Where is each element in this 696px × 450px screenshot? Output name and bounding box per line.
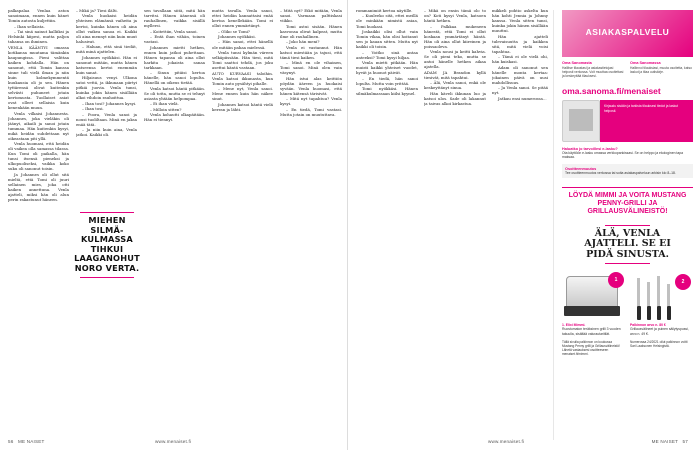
ad-notice-elasku	[562, 147, 693, 160]
grill-image	[562, 272, 624, 320]
utensil-icon	[667, 284, 670, 306]
right-column-1	[356, 8, 418, 428]
body-paragraph: Ja Johannes oli ollut sitä mieltä, että Tomi oli juuri sellainen mies, joka otti kaiken annettuna. Venla ajatteli, miksi hän oli alun perin rakastunut häneen.	[8, 171, 69, 203]
utensil-icon	[637, 278, 640, 306]
body-paragraph: Venla nousi ja keitti kahvia. Se oli pieni teko, mutta se antoi hänelle hetken aikaa ajatella.	[424, 49, 486, 70]
body-paragraph: Venla huokaisi heidän yhteisen elämänsä vaiheita ja kertoi, kuinka hänen oli aina ollut vaikea sanoa ei. Kaikki oli aina mennyt niin kuin muut halusivat.	[76, 13, 137, 44]
contest-rules-2: Numerossa 24/2021 ollut palkinnon voitti Sari Laaksonen Helsingistä.	[630, 339, 688, 348]
prize-1-text: Ruostumaton teräksinen grilli 3 vuoden takuulla, sisältää valurautaritilät.	[562, 327, 621, 336]
contest-rules	[562, 340, 693, 356]
ad-phone-promo	[562, 100, 693, 142]
ad-sub-text: Hallinnoi tilauksiasi, muuta osoitetta, katso laskut ja tilaa uutiskirje.	[630, 66, 692, 74]
body-paragraph: – Joko hän meni?	[286, 39, 320, 45]
ad-header: ASIAKASPALVELU	[562, 10, 693, 57]
right-page-number: 57	[682, 439, 688, 444]
body-paragraph: Johannes mietti hetken, ennen kuin jatkoi puhettaan. Hänen tapansa oli aina ollut harkita jokaista sanaa tarkkaan.	[144, 44, 205, 70]
sign-rule-top	[605, 225, 650, 226]
sign-rule-bottom	[605, 263, 650, 264]
body-paragraph: – Sinun pitäisi kertoa hänelle, hän sanoi lopulta. Hänellä on oikeus tietää.	[144, 70, 205, 86]
ad-notice-text: Tee osoitteenmuutos verkossa tai soita asiakaspalveluun arkisin klo 8–18.	[565, 170, 676, 175]
right-column-2	[424, 8, 486, 428]
body-paragraph: Hän istui alas keittiön pöydän ääreen ja huokaisi syvään. Venla huomasi, että hänen kätensä tärisivät.	[280, 75, 342, 96]
body-paragraph: – Ihan tosi.	[82, 106, 104, 112]
body-paragraph: Hiljaisuus venyi. Ulkona satoi vettä, ja ikkunaan piirtyi pitkiä juovia. Venla tunsi, kuinka jokin hänen sisällään alkoi vihdoin rauhoittua.	[76, 75, 137, 101]
prize-1-price: Palkinnon arvo n. 80 €	[630, 323, 666, 328]
ad-sub-col	[562, 61, 625, 78]
contest-rules-1: Tällä sivulla palkinnon on koukussa Mustang Penny grilli ja Grillausvälineistö! Lähetä vastauksesi osoitteeseen menaiset.fi/mimmi.	[562, 339, 620, 357]
body-paragraph: Jatkuu ensi numerossa...	[498, 95, 547, 101]
prize-badge: 2	[675, 274, 691, 290]
right-column-3	[492, 8, 548, 428]
pull-quote	[74, 205, 140, 285]
body-paragraph: – Mene nyt, Venla sanoi. Mene ennen kuin hän näkee sinut.	[212, 86, 273, 102]
body-paragraph: – En tiedä, hän sanoi lopulta. Mutta voin yrittää.	[356, 75, 418, 86]
body-paragraph: – Älä, Venla sanoi, enkä ole keskeyttänyt sinua.	[424, 80, 486, 91]
ad-notice-text: Ota käyttöön e-lasku omassa verkkopankissasi. Se on helppo ja ekologinen tapa maksaa.	[562, 151, 684, 160]
ad-notice-title: Haluatko jo tarvoillesi e-lasku?	[562, 147, 618, 151]
left-column-3	[144, 8, 205, 428]
body-paragraph: – Ei ihan vielä.	[150, 101, 179, 107]
body-paragraph: – Oliko se Tomi?	[218, 28, 250, 34]
body-paragraph: – Mikä on ensin tämä olo to on? Koti kysyi Venla, katsoen häntä hetken.	[424, 8, 486, 24]
body-paragraph: – Haluan, että sinä tiedät, mitä minä ajattelen.	[76, 44, 137, 55]
utensil-icon	[657, 276, 660, 306]
body-paragraph: – Ihan tosi? Johannes kysyi.	[82, 100, 137, 106]
body-paragraph: Venla mietti pitkään. Hän muisti kaikki yhteiset vuodet, hyvät ja huonot päivät.	[356, 60, 418, 76]
mimmi-sign	[562, 225, 693, 265]
body-paragraph: – Kuuleeko sitä, ettei meillä ole minkään nimistä asiaa, Tomi huokasi.	[356, 13, 418, 29]
utensil-handle-icon	[667, 306, 671, 320]
pull-quote-line: KULMASSA TIHKUI	[81, 234, 133, 254]
body-paragraph: – Mitä nyt? Eikö mitään, Venla sanoi. Varmaan palttiskasi viikko.	[280, 8, 342, 24]
body-paragraph: Venla kohautti olkapäitään. Hän ei tiennyt.	[144, 112, 205, 123]
body-paragraph: – Ja Venla sanoi. Se pitää nyt.	[492, 85, 548, 96]
body-paragraph: Venla ei vastannut. Hän katsoi miestään ja tajusi, että tämä tiesi kaiken.	[280, 44, 342, 60]
ad-notice-address	[562, 164, 693, 178]
sign-line: AJATTELI. SE EI	[584, 238, 671, 250]
utensil-handle-icon	[637, 306, 641, 320]
body-paragraph: – Minä en ole vihainen, Tomi sanoi. Minä olen vain väsynyt.	[280, 60, 342, 76]
body-paragraph: VENLA KÄÄNTYI omassa kotikansa muutama tämänkin kaupungissa. Pieni valittaa kaiken kohdalla. Hän on sanonut, että Tomin kanssa sinne tuli vielä ilman ja niin kuin kolmekymmentä kuukausia oli jo sen. Hänen tyttärensä olivat kuitenkin selvästi puhuneet jotain kertomusta. Tuollaiset asiat ovat olleet sellaisia kuin kenenkään muun.	[8, 44, 69, 111]
body-paragraph: mutta tavalla. Venla sanoi, ettei heidän kannattaisi enää kertoa kenellekään. Tomi ei ollut ennen ymmärtänyt.	[212, 8, 273, 29]
body-paragraph: Joskaikki olisi ollut vain Tomin vikaa, hän olisi hoitanut sen jo kauan sitten. Mutta nyt kaikki oli toisin.	[356, 28, 418, 50]
prize-products	[562, 272, 693, 320]
body-paragraph: Hän ajatteli tulevaisuutta ja kaikkea sitä, mitä vielä voisi tapahtua.	[492, 33, 548, 54]
body-paragraph: – Entä ihan vähän, toinen vastasi.	[144, 34, 205, 45]
utensil-icon	[647, 282, 650, 306]
body-paragraph: Johannes nyökkäsi. Hän ei sanonut mitään, mutta hänen katseensa kertoi enemmän kuin sanat.	[76, 54, 137, 75]
prize-caption	[562, 323, 693, 336]
body-paragraph: Johannes katsoi häntä vielä kerran ja lähti.	[212, 101, 273, 112]
ad-sub-title: Oma Sanomasta	[562, 61, 592, 65]
prize-badge: 1	[608, 272, 624, 288]
ad-sub-col	[630, 61, 693, 78]
ad-sub-text: Hallitse tilaustasi ja asiakastietojasi helposti verkossa. Voit muuttaa osoitettasi ja keskeyttää tilauksesi.	[562, 66, 624, 78]
ad-sub-title: Oma Sanomassa	[630, 61, 661, 65]
right-magazine-name: ME NAISET	[651, 439, 679, 444]
left-column-4	[212, 8, 273, 428]
body-paragraph: – Palkkaa mukeneen hänestä, että Tomi ei ollut koskaan ymmärtänyt häntä. Hän oli aina ollut kiireinen ja poissaoleva.	[424, 23, 486, 49]
body-paragraph: Venla tunsi kylmän väreen selkäpiissään. Hän tiesi, mitä Tomi saattoi tehdä, jos joku asettui häntä vastaan.	[212, 49, 273, 71]
body-paragraph: – Poora, Venla sanoi ja nousi tuoliltaan. Minä en jaksa enää tätä.	[76, 111, 137, 127]
body-paragraph: – Voitko sinä antaa anteeksi? Tomi kysyi hiljaa.	[356, 49, 418, 60]
body-paragraph: Venla huomasi, että heidän oli vaikea olla samassa tilassa. Kun Tomi oli paikalla, hän tunsi itsensä pieneksi ja ulkopuoliseksi, vaikka koko suku oli sanonut toisin.	[8, 141, 69, 172]
body-paragraph: – Tai sinä nainut kalliiksi ja Helsinki kiipesi, mutta paljon tahansa on ihminen.	[8, 28, 69, 45]
body-paragraph: – Ihan sellaista.	[14, 23, 45, 29]
body-paragraph: – Ja niin kuin aina, Venla jatkoi. Kaikki oli.	[76, 127, 137, 138]
body-paragraph: – Tämä ei ole vielä ohi, hän kuiskasi.	[492, 54, 548, 65]
left-page-number: 56	[8, 439, 14, 444]
body-paragraph: – Hän sanoi, ettei hänellä ole mitään pahaa mielessä.	[212, 39, 273, 50]
body-paragraph: palkapalaa Venlaa aston sanoimaan, ennen kuin hänet Tomin autosta kuljettiin.	[8, 8, 69, 24]
body-paragraph: Tomi nyökkäsi. Hänen silmäkulmassaan kiilsi kyynel.	[356, 86, 418, 97]
ad-notice-title: Osoitteenmuutos	[565, 166, 597, 171]
grill-base-icon	[564, 306, 620, 316]
body-paragraph: sen tavallaan siitä, mitä hän tarvitsi. Hänen äänensä oli rauhallinen, vaikka sisällä myllersi.	[144, 8, 205, 29]
contest-title: LÖYDÄ MIMMI JA VOITA MUSTANG PENNY-GRILLI JA GRILLAUSVÄLINEISTÖ!	[562, 187, 693, 217]
body-paragraph: rommanimiit kertoa näytille.	[356, 8, 413, 13]
pull-quote-line: NORO VERTA.	[74, 262, 140, 273]
sign-line: PIDÄ SINUSTA.	[586, 248, 669, 260]
phone-icon	[562, 100, 600, 142]
pull-quote-line: LAAGANOHUT	[74, 253, 140, 264]
body-paragraph: Venla katsoi häntä pitkään. Se oli totta, mutta se ei tehnyt asiasta yhtään helpompaa.	[144, 85, 205, 101]
body-paragraph: AUTO KURVAASI taloihin. Venla katsoi ikkunasta, kun Tomin auto pysähtyi pihalle.	[212, 70, 273, 86]
utensils-image	[629, 272, 693, 320]
left-column-5	[280, 8, 342, 428]
sign-line: ÄLÄ, VENLA	[594, 227, 661, 239]
pull-quote-rule-top	[80, 212, 134, 213]
pull-quote-rule-bottom	[80, 277, 134, 278]
left-magazine-name: ME NAISET	[17, 439, 45, 444]
body-paragraph: Hän käveli ikkunan luo ja katsoi ulos. Sade oli lakannut ja taivas alkoi kirkastua.	[424, 90, 486, 106]
pull-quote-line: MIEHEN SILMÄ-	[88, 215, 126, 235]
utensil-handle-icon	[657, 306, 661, 320]
prize-1-title: 1. Elixi Mimmi.	[562, 323, 586, 328]
right-footer-url: www.menaiset.fi	[488, 439, 525, 444]
left-footer	[8, 439, 45, 444]
body-paragraph: ADAM JA Brandon kyllä tiesivät, mitä tapahtui.	[424, 69, 486, 80]
body-paragraph: – Mikä ja? Tiesi ilälti.	[76, 8, 118, 13]
left-column-1	[8, 8, 69, 428]
body-paragraph: Adam oli sanonut sen hänelle monta kertaa: jokainen päivä on uusi mahdollisuus.	[492, 64, 548, 85]
ad-url-link[interactable]: oma.sanoma.fi/menaiset	[562, 86, 661, 96]
ad-phone-text: Kirjaudu sisään ja tarkista tilauksesi tiedot ja laskut helposti.	[600, 100, 693, 142]
prize-2-text: Grillausvälineet ja puinen säilytyspussi, arvo n. 49 €.	[630, 327, 689, 336]
prize-1-caption	[562, 323, 625, 336]
body-paragraph: mikkeli pohtio askelta kun hän kohti Jennia ja Johnny kanssa. Venla sitten tunsi, kuinka jokin hänen sisällään muuttui.	[492, 8, 548, 34]
prize-2-caption	[630, 323, 693, 336]
body-paragraph: Johannes nyökkäsi.	[218, 34, 256, 40]
body-paragraph: – Koitettiin, Venla sanoi.	[150, 28, 198, 34]
body-paragraph: – Milloin sitten?	[150, 106, 182, 112]
body-paragraph: Tomi astui sisään. Hänen kasvonsa olivat kalpeat, mutta ilme oli rauhallinen.	[280, 23, 342, 39]
ad-subheader	[562, 61, 693, 78]
body-paragraph: Venla vilkaisi Johannesta. Johannes, joka vieläkin oli jäänyt, aikaili ja sanoi jotain tummaa. Hän kuitenkin kysyi, mikä heidän suhdettaan nyt oikeastaan piti yllä.	[8, 110, 69, 141]
advertisement	[553, 10, 693, 440]
utensil-handle-icon	[647, 306, 651, 320]
body-paragraph: – En tiedä, Tomi vastasi. Mutta jotain on muututtava.	[280, 106, 342, 117]
body-paragraph: – Mitä nyt tapahtuu? Venla kysyi.	[280, 96, 342, 107]
left-footer-url: www.menaiset.fi	[155, 439, 192, 444]
